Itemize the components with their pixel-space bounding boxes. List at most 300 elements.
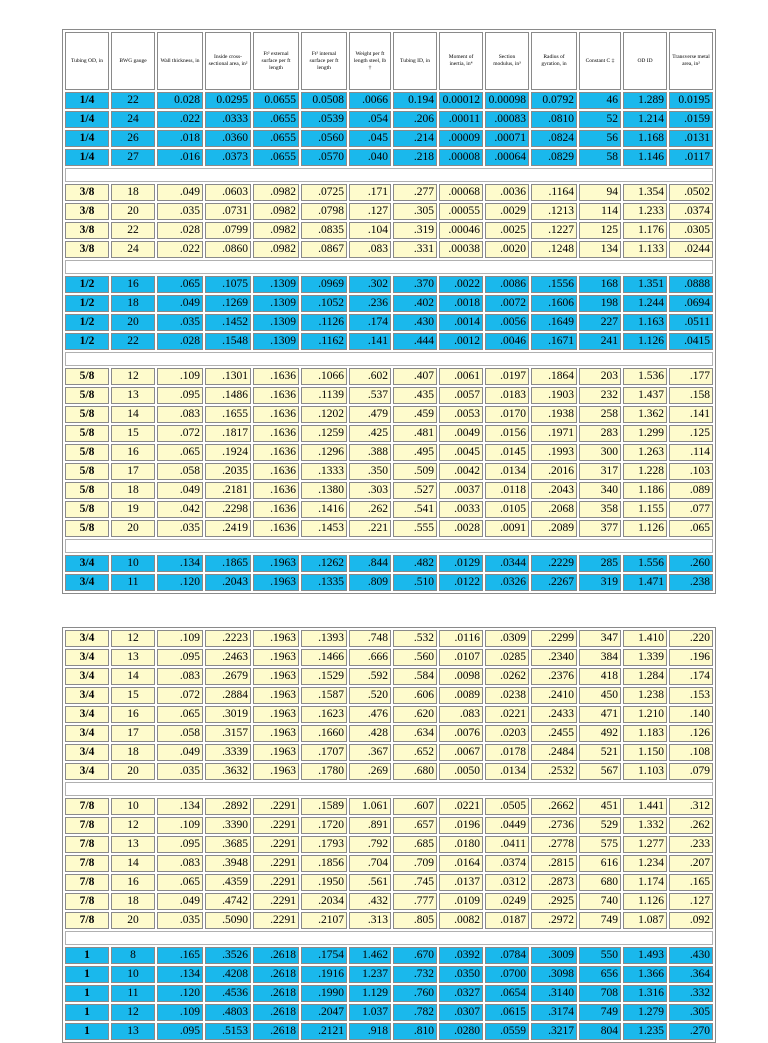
table-cell: .0029 xyxy=(485,203,529,220)
table-row xyxy=(65,817,713,834)
table-cell: .262 xyxy=(669,817,713,834)
table-cell: .2618 xyxy=(253,1023,299,1040)
table-row xyxy=(65,687,713,704)
table-cell: .0511 xyxy=(669,314,713,331)
table-cell: 1.316 xyxy=(623,985,667,1002)
table-cell: .1139 xyxy=(301,387,347,404)
table-cell: .3948 xyxy=(205,855,251,872)
table-cell: .1963 xyxy=(253,668,299,685)
table-row xyxy=(65,333,713,350)
table-cell: 1/2 xyxy=(65,333,109,350)
table-cell: .2419 xyxy=(205,520,251,537)
table-cell: .1655 xyxy=(205,406,251,423)
table-cell: .1202 xyxy=(301,406,347,423)
table-cell: .1309 xyxy=(253,333,299,350)
table-cell: .561 xyxy=(349,874,391,891)
table-cell: .1162 xyxy=(301,333,347,350)
table-cell: 258 xyxy=(579,406,621,423)
table-cell: 521 xyxy=(579,744,621,761)
table-cell: .1126 xyxy=(301,314,347,331)
table-cell: .509 xyxy=(393,463,437,480)
table-cell: .0196 xyxy=(439,817,483,834)
table-cell: .083 xyxy=(439,706,483,723)
table-cell: .2089 xyxy=(531,520,577,537)
table-cell: .2679 xyxy=(205,668,251,685)
table-cell: .028 xyxy=(157,333,203,350)
table-cell: 16 xyxy=(111,874,155,891)
table-cell: .1636 xyxy=(253,406,299,423)
table-cell: .1660 xyxy=(301,725,347,742)
table-cell: 20 xyxy=(111,912,155,929)
table-cell: 1.087 xyxy=(623,912,667,929)
table-cell: 20 xyxy=(111,763,155,780)
table-cell: .305 xyxy=(669,1004,713,1021)
table-cell: .00011 xyxy=(439,111,483,128)
table-cell: .2121 xyxy=(301,1023,347,1040)
table-cell: .0333 xyxy=(205,111,251,128)
table-cell: 1.228 xyxy=(623,463,667,480)
table-cell: .0449 xyxy=(485,817,529,834)
table-cell: .1903 xyxy=(531,387,577,404)
table-cell: .1589 xyxy=(301,798,347,815)
table-row xyxy=(65,276,713,293)
table-cell: .520 xyxy=(349,687,391,704)
table-cell: .0982 xyxy=(253,184,299,201)
table-cell: 1.437 xyxy=(623,387,667,404)
table-cell: .0122 xyxy=(439,574,483,591)
table-cell: .00009 xyxy=(439,130,483,147)
table-cell: .1963 xyxy=(253,574,299,591)
table-cell: .2181 xyxy=(205,482,251,499)
table-cell: .0014 xyxy=(439,314,483,331)
table-cell: .4208 xyxy=(205,966,251,983)
table-cell: 680 xyxy=(579,874,621,891)
table-cell: .3526 xyxy=(205,947,251,964)
table-cell: .207 xyxy=(669,855,713,872)
table-row xyxy=(65,520,713,537)
table-cell: .2291 xyxy=(253,912,299,929)
table-cell: .2291 xyxy=(253,798,299,815)
table-cell: 56 xyxy=(579,130,621,147)
table-cell: 11 xyxy=(111,574,155,591)
table-cell: .077 xyxy=(669,501,713,518)
table-cell: .5153 xyxy=(205,1023,251,1040)
table-cell: .481 xyxy=(393,425,437,442)
table-row xyxy=(65,555,713,572)
table-cell: 317 xyxy=(579,463,621,480)
table-cell: .220 xyxy=(669,630,713,647)
table-cell: .1333 xyxy=(301,463,347,480)
table-cell: 13 xyxy=(111,387,155,404)
table-row xyxy=(65,763,713,780)
table-cell: .1793 xyxy=(301,836,347,853)
table-row xyxy=(65,1004,713,1021)
table-cell: .3339 xyxy=(205,744,251,761)
group-separator-row xyxy=(65,168,713,182)
table-cell: .0033 xyxy=(439,501,483,518)
table-cell: .332 xyxy=(669,985,713,1002)
table-cell: .428 xyxy=(349,725,391,742)
table-cell: .0249 xyxy=(485,893,529,910)
table-cell: 19 xyxy=(111,501,155,518)
table-cell: .214 xyxy=(393,130,437,147)
table-cell: .049 xyxy=(157,295,203,312)
table-cell: .430 xyxy=(393,314,437,331)
table-cell: .0137 xyxy=(439,874,483,891)
table-cell: 0.0195 xyxy=(669,92,713,109)
table-cell: 3/4 xyxy=(65,630,109,647)
table-cell: 134 xyxy=(579,241,621,258)
table-row xyxy=(65,725,713,742)
table-cell: .0061 xyxy=(439,368,483,385)
table-cell: 1/4 xyxy=(65,149,109,166)
table-cell: 3/4 xyxy=(65,687,109,704)
table-cell: .035 xyxy=(157,763,203,780)
table-cell: 575 xyxy=(579,836,621,853)
table-cell: .0145 xyxy=(485,444,529,461)
table-cell: .532 xyxy=(393,630,437,647)
table-cell: .1466 xyxy=(301,649,347,666)
table-cell: .0798 xyxy=(301,203,347,220)
table-cell: .0280 xyxy=(439,1023,483,1040)
table-cell: .2925 xyxy=(531,893,577,910)
table-cell: .1963 xyxy=(253,744,299,761)
table-cell: .1938 xyxy=(531,406,577,423)
table-cell: .1924 xyxy=(205,444,251,461)
table-cell: .2043 xyxy=(531,482,577,499)
table-cell: 616 xyxy=(579,855,621,872)
table-cell: .0570 xyxy=(301,149,347,166)
table-cell: 1/2 xyxy=(65,295,109,312)
table-cell: .3217 xyxy=(531,1023,577,1040)
table-cell: .0082 xyxy=(439,912,483,929)
table-cell: .2298 xyxy=(205,501,251,518)
table-row xyxy=(65,184,713,201)
table-cell: .2291 xyxy=(253,855,299,872)
table-cell: .1052 xyxy=(301,295,347,312)
table-cell: .732 xyxy=(393,966,437,983)
table-cell: .313 xyxy=(349,912,391,929)
table-cell: .2410 xyxy=(531,687,577,704)
table-row xyxy=(65,501,713,518)
table-cell: .2815 xyxy=(531,855,577,872)
table-cell: 5/8 xyxy=(65,501,109,518)
table-cell: 1.410 xyxy=(623,630,667,647)
table-cell: .065 xyxy=(157,276,203,293)
table-cell: .0829 xyxy=(531,149,577,166)
table-row xyxy=(65,836,713,853)
table-cell: 14 xyxy=(111,855,155,872)
table-cell: .028 xyxy=(157,222,203,239)
table-cell: .1636 xyxy=(253,387,299,404)
table-cell: .2376 xyxy=(531,668,577,685)
table-cell: .1636 xyxy=(253,482,299,499)
table-cell: 3/4 xyxy=(65,574,109,591)
table-cell: .2299 xyxy=(531,630,577,647)
table-cell: .1817 xyxy=(205,425,251,442)
table-cell: .844 xyxy=(349,555,391,572)
table-cell: .1075 xyxy=(205,276,251,293)
table-cell: .1309 xyxy=(253,295,299,312)
table-cell: 1.556 xyxy=(623,555,667,572)
table-cell: .0262 xyxy=(485,668,529,685)
table-cell: .035 xyxy=(157,520,203,537)
table-cell: .2107 xyxy=(301,912,347,929)
table-cell: .0305 xyxy=(669,222,713,239)
table-cell: .1636 xyxy=(253,425,299,442)
table-cell: 340 xyxy=(579,482,621,499)
table-cell: .2340 xyxy=(531,649,577,666)
table-cell: 300 xyxy=(579,444,621,461)
table-cell: 5/8 xyxy=(65,520,109,537)
table-cell: .1707 xyxy=(301,744,347,761)
table-cell: .1380 xyxy=(301,482,347,499)
table-cell: .0117 xyxy=(669,149,713,166)
tubing-table-top xyxy=(62,29,716,594)
table-cell: 418 xyxy=(579,668,621,685)
table-cell: .095 xyxy=(157,836,203,853)
table-cell: 0.0508 xyxy=(301,92,347,109)
table-cell: 1.126 xyxy=(623,333,667,350)
table-row xyxy=(65,630,713,647)
table-cell: .607 xyxy=(393,798,437,815)
table-cell: 18 xyxy=(111,184,155,201)
table-cell: 1.103 xyxy=(623,763,667,780)
table-cell: .114 xyxy=(669,444,713,461)
table-cell: .0089 xyxy=(439,687,483,704)
table-cell: .1971 xyxy=(531,425,577,442)
table-cell: 1.284 xyxy=(623,668,667,685)
table-cell: .402 xyxy=(393,295,437,312)
table-cell: 1 xyxy=(65,1023,109,1040)
table-cell: 3/4 xyxy=(65,744,109,761)
table-cell: 11 xyxy=(111,985,155,1002)
table-cell: .140 xyxy=(669,706,713,723)
table-row xyxy=(65,947,713,964)
table-cell: 15 xyxy=(111,425,155,442)
table-cell: .430 xyxy=(669,947,713,964)
table-cell: 1.126 xyxy=(623,893,667,910)
table-cell: .040 xyxy=(349,149,391,166)
table-cell: 20 xyxy=(111,203,155,220)
table-cell: .1309 xyxy=(253,276,299,293)
table-cell: 1.233 xyxy=(623,203,667,220)
table-row xyxy=(65,966,713,983)
table-row xyxy=(65,295,713,312)
table-cell: .606 xyxy=(393,687,437,704)
table-cell: 1.462 xyxy=(349,947,391,964)
table-row xyxy=(65,92,713,109)
table-body-top xyxy=(65,92,713,591)
table-cell: .891 xyxy=(349,817,391,834)
table-cell: .1556 xyxy=(531,276,577,293)
table-cell: 1 xyxy=(65,947,109,964)
table-cell: .685 xyxy=(393,836,437,853)
table-cell: .1606 xyxy=(531,295,577,312)
table-cell: 1.163 xyxy=(623,314,667,331)
table-cell: .262 xyxy=(349,501,391,518)
table-cell: .0360 xyxy=(205,130,251,147)
table-cell: .657 xyxy=(393,817,437,834)
table-row xyxy=(65,912,713,929)
table-cell: 1.279 xyxy=(623,1004,667,1021)
table-cell: .108 xyxy=(669,744,713,761)
table-cell: .2229 xyxy=(531,555,577,572)
table-cell: .3019 xyxy=(205,706,251,723)
table-cell: 1.155 xyxy=(623,501,667,518)
table-cell: 22 xyxy=(111,333,155,350)
table-cell: .560 xyxy=(393,649,437,666)
group-separator-row xyxy=(65,931,713,945)
table-cell: 12 xyxy=(111,368,155,385)
table-cell: 377 xyxy=(579,520,621,537)
table-cell: 5/8 xyxy=(65,463,109,480)
table-cell: 1.536 xyxy=(623,368,667,385)
table-cell: .2532 xyxy=(531,763,577,780)
table-cell: .652 xyxy=(393,744,437,761)
table-cell: .495 xyxy=(393,444,437,461)
table-cell: .3390 xyxy=(205,817,251,834)
table-cell: .1416 xyxy=(301,501,347,518)
header-cell: OD ID xyxy=(623,32,667,90)
header-cell: Moment of inertia, in⁴ xyxy=(439,32,483,90)
table-cell: .0411 xyxy=(485,836,529,853)
separator-cell xyxy=(65,539,713,553)
table-cell: .3174 xyxy=(531,1004,577,1021)
table-cell: .0326 xyxy=(485,574,529,591)
table-cell: 1.214 xyxy=(623,111,667,128)
table-cell: .2433 xyxy=(531,706,577,723)
table-cell: .0327 xyxy=(439,985,483,1002)
table-cell: .054 xyxy=(349,111,391,128)
table-cell: .0187 xyxy=(485,912,529,929)
table-cell: .1780 xyxy=(301,763,347,780)
table-cell: .0159 xyxy=(669,111,713,128)
table-cell: 5/8 xyxy=(65,444,109,461)
table-cell: .0086 xyxy=(485,276,529,293)
table-cell: .035 xyxy=(157,314,203,331)
table-cell: 1/4 xyxy=(65,111,109,128)
table-cell: .236 xyxy=(349,295,391,312)
table-row xyxy=(65,241,713,258)
table-cell: .00068 xyxy=(439,184,483,201)
table-cell: 550 xyxy=(579,947,621,964)
table-cell: 7/8 xyxy=(65,836,109,853)
table-cell: .00083 xyxy=(485,111,529,128)
table-cell: .0603 xyxy=(205,184,251,201)
table-cell: .2484 xyxy=(531,744,577,761)
header-cell: Inside cross-sectional area, in² xyxy=(205,32,251,90)
table-cell: .537 xyxy=(349,387,391,404)
table-cell: 1.332 xyxy=(623,817,667,834)
table-cell: .269 xyxy=(349,763,391,780)
table-cell: .0982 xyxy=(253,203,299,220)
table-row xyxy=(65,203,713,220)
table-cell: .0046 xyxy=(485,333,529,350)
table-cell: 1.289 xyxy=(623,92,667,109)
table-cell: 1.235 xyxy=(623,1023,667,1040)
table-cell: .083 xyxy=(157,855,203,872)
header-cell: BWG gauge xyxy=(111,32,155,90)
table-cell: .00008 xyxy=(439,149,483,166)
table-cell: 52 xyxy=(579,111,621,128)
table-cell: 0.0655 xyxy=(253,92,299,109)
table-cell: .331 xyxy=(393,241,437,258)
table-cell: 20 xyxy=(111,520,155,537)
table-cell: .0731 xyxy=(205,203,251,220)
table-cell: 319 xyxy=(579,574,621,591)
table-cell: .1213 xyxy=(531,203,577,220)
table-cell: .2618 xyxy=(253,985,299,1002)
header-cell: Section modulus, in³ xyxy=(485,32,529,90)
table-cell: 1.174 xyxy=(623,874,667,891)
table-cell: .1864 xyxy=(531,368,577,385)
table-cell: .1636 xyxy=(253,520,299,537)
table-cell: .1636 xyxy=(253,501,299,518)
separator-cell xyxy=(65,782,713,796)
table-cell: .2892 xyxy=(205,798,251,815)
table-cell: .0238 xyxy=(485,687,529,704)
table-cell: .809 xyxy=(349,574,391,591)
table-cell: 1.061 xyxy=(349,798,391,815)
table-cell: .0835 xyxy=(301,222,347,239)
table-cell: .2618 xyxy=(253,947,299,964)
table-row xyxy=(65,855,713,872)
table-cell: 1 xyxy=(65,1004,109,1021)
table-cell: 749 xyxy=(579,912,621,929)
table-cell: .1671 xyxy=(531,333,577,350)
table-cell: .2034 xyxy=(301,893,347,910)
table-cell: .0180 xyxy=(439,836,483,853)
table-cell: 529 xyxy=(579,817,621,834)
table-cell: .1963 xyxy=(253,555,299,572)
table-cell: .0694 xyxy=(669,295,713,312)
table-cell: .1452 xyxy=(205,314,251,331)
table-cell: 15 xyxy=(111,687,155,704)
table-cell: .2972 xyxy=(531,912,577,929)
table-cell: 358 xyxy=(579,501,621,518)
table-cell: 114 xyxy=(579,203,621,220)
table-cell: .0982 xyxy=(253,222,299,239)
table-cell: 283 xyxy=(579,425,621,442)
table-cell: .270 xyxy=(669,1023,713,1040)
table-cell: .045 xyxy=(349,130,391,147)
table-cell: 471 xyxy=(579,706,621,723)
table-cell: .177 xyxy=(669,368,713,385)
table-cell: .2291 xyxy=(253,817,299,834)
table-cell: .0824 xyxy=(531,130,577,147)
table-cell: 46 xyxy=(579,92,621,109)
table-cell: 14 xyxy=(111,668,155,685)
table-cell: .364 xyxy=(669,966,713,983)
table-cell: 13 xyxy=(111,1023,155,1040)
table-cell: .0982 xyxy=(253,241,299,258)
table-cell: .670 xyxy=(393,947,437,964)
table-cell: .2291 xyxy=(253,874,299,891)
table-cell: 26 xyxy=(111,130,155,147)
table-cell: 1.234 xyxy=(623,855,667,872)
table-cell: .0700 xyxy=(485,966,529,983)
table-cell: .305 xyxy=(393,203,437,220)
table-cell: .1301 xyxy=(205,368,251,385)
table-cell: 1/4 xyxy=(65,130,109,147)
table-cell: .095 xyxy=(157,649,203,666)
table-cell: 1/2 xyxy=(65,276,109,293)
table-row xyxy=(65,387,713,404)
table-cell: 7/8 xyxy=(65,855,109,872)
table-cell: .065 xyxy=(669,520,713,537)
header-cell: Wall thickness, in xyxy=(157,32,203,90)
